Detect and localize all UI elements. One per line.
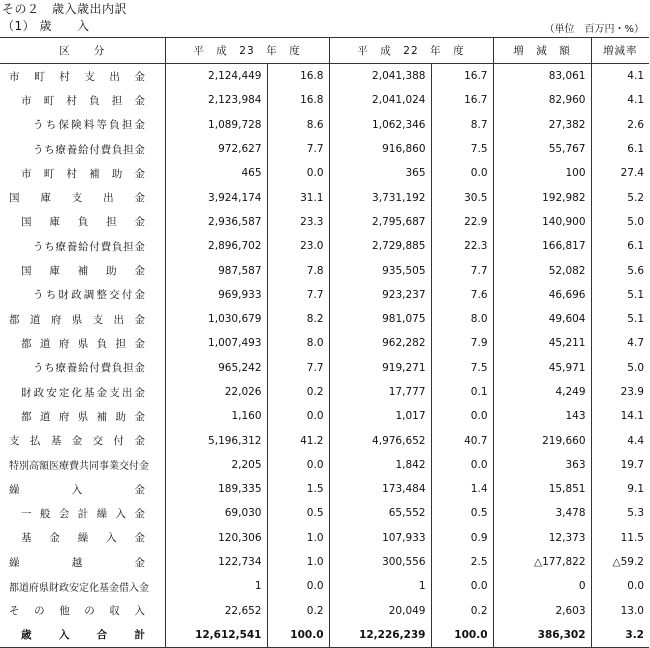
fy23-ratio: 0.0	[267, 453, 329, 477]
change-rate: 9.1	[627, 483, 644, 496]
table-row	[0, 137, 649, 161]
row-label-text: そ の 他 の 収 入	[9, 605, 145, 618]
row-label-text: 国 庫 負 担 金	[21, 216, 145, 229]
fy23-amount: 120,306	[165, 526, 267, 550]
table-row	[0, 185, 649, 209]
fy22-ratio: 8.7	[431, 113, 493, 137]
fy23-amount: 2,896,702	[165, 234, 267, 258]
document-heading: その２ 歳入歳出内訳	[2, 2, 128, 16]
row-label-text: う ち 療 養 給 付 費 負 担 金	[33, 362, 145, 375]
row-label-text: 市 町 村 支 出 金	[9, 70, 145, 83]
row-label-text: う ち 療 養 給 付 費 負 担 金	[33, 143, 145, 156]
fy22-amount: 1,017	[329, 404, 431, 428]
row-label-text: 都道府県財政安定化基金借入金	[9, 582, 149, 594]
fy23-amount: 1,089,728	[165, 113, 267, 137]
fy23-amount: 12,612,541	[165, 623, 267, 648]
fy22-amount: 1	[329, 574, 431, 598]
fy22-ratio: 0.0	[431, 574, 493, 598]
change-rate: 11.5	[620, 531, 644, 544]
row-label-text: 市 町 村 補 助 金	[21, 167, 145, 180]
fy22-ratio: 16.7	[431, 88, 493, 112]
change-amount: 386,302	[493, 623, 591, 648]
fy23-ratio: 7.7	[267, 356, 329, 380]
row-label-text: 都 道 府 県 支 出 金	[9, 313, 145, 326]
header-fy23: 平 成 23 年 度	[165, 38, 329, 64]
fy22-amount: 916,860	[329, 137, 431, 161]
change-rate: 5.1	[627, 288, 644, 301]
row-label	[0, 161, 165, 185]
fy22-amount: 919,271	[329, 356, 431, 380]
change-rate: 3.2	[591, 623, 649, 648]
change-amount: 143	[493, 404, 591, 428]
fy22-amount: 2,041,388	[329, 64, 431, 89]
row-label-text: う ち 療 養 給 付 費 負 担 金	[33, 240, 145, 253]
fy23-amount: 1	[165, 574, 267, 598]
fy22-amount: 12,226,239	[329, 623, 431, 648]
change-amount: 3,478	[493, 501, 591, 525]
change-amount: 4,249	[493, 380, 591, 404]
table-row	[0, 599, 649, 623]
row-label	[0, 64, 165, 89]
change-amount: 363	[493, 453, 591, 477]
fy23-ratio: 8.6	[267, 113, 329, 137]
table-row	[0, 404, 649, 428]
fy22-ratio: 7.9	[431, 331, 493, 355]
fy22-ratio: 0.9	[431, 526, 493, 550]
fy22-ratio: 8.0	[431, 307, 493, 331]
fy23-ratio: 1.0	[267, 550, 329, 574]
row-label	[0, 477, 165, 501]
fy23-ratio: 0.2	[267, 380, 329, 404]
fy23-amount: 2,123,984	[165, 88, 267, 112]
row-label-text: 歳 入 合 計	[21, 629, 145, 642]
fy23-amount: 5,196,312	[165, 428, 267, 452]
fy22-amount: 173,484	[329, 477, 431, 501]
fy23-ratio: 100.0	[267, 623, 329, 648]
change-rate: 5.0	[627, 215, 644, 228]
fy23-amount: 2,124,449	[165, 64, 267, 89]
fy22-ratio: 30.5	[431, 185, 493, 209]
row-label-text: 財 政 安 定 化 基 金 支 出 金	[21, 386, 145, 399]
change-amount: 49,604	[493, 307, 591, 331]
fy22-amount: 981,075	[329, 307, 431, 331]
fy23-ratio: 0.0	[267, 404, 329, 428]
fy22-ratio: 40.7	[431, 428, 493, 452]
fy23-amount: 22,652	[165, 599, 267, 623]
table-body	[0, 64, 649, 648]
table-row	[0, 526, 649, 550]
fy22-amount: 17,777	[329, 380, 431, 404]
header-rate: 増減率	[591, 38, 649, 64]
row-label-text: 繰 入 金	[9, 483, 145, 496]
table-row	[0, 574, 649, 598]
fy22-amount: 2,729,885	[329, 234, 431, 258]
row-label-text: う ち 保 険 料 等 負 担 金	[33, 119, 145, 132]
change-rate: 4.1	[627, 70, 644, 83]
unit-note: （単位 百万円・%）	[544, 24, 644, 35]
fy23-amount: 2,205	[165, 453, 267, 477]
fy23-ratio: 0.2	[267, 599, 329, 623]
fy23-ratio: 1.5	[267, 477, 329, 501]
section-number: （1）	[2, 19, 36, 33]
row-label	[0, 331, 165, 355]
table-row	[0, 501, 649, 525]
fy23-ratio: 7.8	[267, 258, 329, 282]
change-amount: 52,082	[493, 258, 591, 282]
table-row	[0, 64, 649, 89]
change-rate: 5.3	[627, 507, 644, 520]
fy22-amount: 65,552	[329, 501, 431, 525]
fy23-ratio: 0.5	[267, 501, 329, 525]
change-rate: 13.0	[620, 604, 644, 617]
row-label	[0, 234, 165, 258]
fy23-amount: 1,007,493	[165, 331, 267, 355]
fy22-ratio: 0.5	[431, 501, 493, 525]
table-row	[0, 477, 649, 501]
fy22-amount: 935,505	[329, 258, 431, 282]
change-amount: 12,373	[493, 526, 591, 550]
table-row	[0, 331, 649, 355]
change-amount: 46,696	[493, 283, 591, 307]
row-label	[0, 623, 165, 648]
fy22-amount: 1,062,346	[329, 113, 431, 137]
row-label	[0, 380, 165, 404]
row-label	[0, 550, 165, 574]
fy23-ratio: 16.8	[267, 64, 329, 89]
fy23-amount: 189,335	[165, 477, 267, 501]
table-row	[0, 380, 649, 404]
fy22-ratio: 7.6	[431, 283, 493, 307]
fy22-amount: 365	[329, 161, 431, 185]
section-heading	[2, 17, 89, 34]
row-label	[0, 404, 165, 428]
fy22-ratio: 0.0	[431, 161, 493, 185]
change-rate: 5.6	[627, 264, 644, 277]
header-category: 区 分	[0, 38, 165, 64]
change-rate: 14.1	[620, 410, 644, 423]
fy22-ratio: 0.1	[431, 380, 493, 404]
fy22-ratio: 0.0	[431, 404, 493, 428]
table-row	[0, 356, 649, 380]
fy22-amount: 300,556	[329, 550, 431, 574]
change-amount: 45,971	[493, 356, 591, 380]
change-amount: 100	[493, 161, 591, 185]
row-label	[0, 185, 165, 209]
row-label	[0, 526, 165, 550]
fy23-amount: 3,924,174	[165, 185, 267, 209]
table-row	[0, 623, 649, 648]
table-row	[0, 550, 649, 574]
fy23-amount: 1,160	[165, 404, 267, 428]
table-row	[0, 283, 649, 307]
row-label-text: 都 道 府 県 補 助 金	[21, 410, 145, 423]
change-amount: 219,660	[493, 428, 591, 452]
table-row	[0, 234, 649, 258]
fy22-ratio: 0.0	[431, 453, 493, 477]
change-rate: 5.1	[627, 313, 644, 326]
row-label-text: 市 町 村 負 担 金	[21, 94, 145, 107]
change-rate: 6.1	[627, 240, 644, 253]
row-label	[0, 113, 165, 137]
fy23-amount: 969,933	[165, 283, 267, 307]
fy22-ratio: 7.5	[431, 356, 493, 380]
fy22-amount: 962,282	[329, 331, 431, 355]
fy23-ratio: 16.8	[267, 88, 329, 112]
change-rate: 4.4	[627, 434, 644, 447]
row-label	[0, 356, 165, 380]
header-change: 増 減 額	[493, 38, 591, 64]
change-rate: 4.1	[627, 94, 644, 107]
row-label-text: 一 般 会 計 繰 入 金	[21, 507, 145, 520]
change-rate: 27.4	[620, 167, 644, 180]
row-label	[0, 428, 165, 452]
table-row	[0, 307, 649, 331]
change-amount: 83,061	[493, 64, 591, 89]
fy22-amount: 20,049	[329, 599, 431, 623]
fy23-amount: 2,936,587	[165, 210, 267, 234]
row-label	[0, 574, 165, 598]
table-row	[0, 210, 649, 234]
change-amount: 166,817	[493, 234, 591, 258]
fy23-ratio: 31.1	[267, 185, 329, 209]
fy22-amount: 1,842	[329, 453, 431, 477]
fy22-ratio: 16.7	[431, 64, 493, 89]
row-label-text: 国 庫 支 出 金	[9, 192, 145, 205]
fy22-ratio: 7.5	[431, 137, 493, 161]
change-rate: 19.7	[620, 458, 644, 471]
row-label	[0, 88, 165, 112]
row-label	[0, 599, 165, 623]
fy23-ratio: 23.3	[267, 210, 329, 234]
table-row	[0, 258, 649, 282]
table-row	[0, 88, 649, 112]
table-header-row	[0, 38, 649, 64]
fy22-amount: 923,237	[329, 283, 431, 307]
fy23-ratio: 0.0	[267, 161, 329, 185]
fy23-amount: 22,026	[165, 380, 267, 404]
fy22-ratio: 22.9	[431, 210, 493, 234]
change-rate: 23.9	[620, 386, 644, 398]
fy23-amount: 122,734	[165, 550, 267, 574]
fy23-ratio: 0.0	[267, 574, 329, 598]
change-amount: 0	[493, 574, 591, 598]
fy22-amount: 2,795,687	[329, 210, 431, 234]
fy23-amount: 1,030,679	[165, 307, 267, 331]
row-label	[0, 258, 165, 282]
row-label-text: う ち 財 政 調 整 交 付 金	[33, 289, 145, 302]
table-row	[0, 428, 649, 452]
fy22-amount: 4,976,652	[329, 428, 431, 452]
row-label-text: 都 道 府 県 負 担 金	[21, 337, 145, 350]
change-amount: 55,767	[493, 137, 591, 161]
change-rate: 5.2	[627, 191, 644, 204]
fy22-amount: 2,041,024	[329, 88, 431, 112]
change-rate: △59.2	[612, 556, 644, 569]
table-row	[0, 161, 649, 185]
row-label-text: 特別高額医療費共同事業交付金	[9, 461, 149, 473]
change-amount: 15,851	[493, 477, 591, 501]
row-label	[0, 501, 165, 525]
fy22-ratio: 1.4	[431, 477, 493, 501]
fy23-amount: 972,627	[165, 137, 267, 161]
change-rate: 2.6	[627, 118, 644, 131]
fy23-ratio: 23.0	[267, 234, 329, 258]
row-label-text: 支 払 基 金 交 付 金	[9, 435, 145, 448]
fy23-amount: 965,242	[165, 356, 267, 380]
row-label	[0, 283, 165, 307]
fy23-ratio: 8.2	[267, 307, 329, 331]
fy23-amount: 69,030	[165, 501, 267, 525]
change-rate: 4.7	[627, 337, 644, 350]
change-amount: △177,822	[493, 550, 591, 574]
table-row	[0, 453, 649, 477]
fy22-ratio: 2.5	[431, 550, 493, 574]
fy22-amount: 3,731,192	[329, 185, 431, 209]
header-fy22: 平 成 22 年 度	[329, 38, 493, 64]
change-amount: 2,603	[493, 599, 591, 623]
fy23-ratio: 7.7	[267, 283, 329, 307]
change-rate: 0.0	[627, 580, 644, 593]
row-label	[0, 307, 165, 331]
fy23-amount: 465	[165, 161, 267, 185]
change-amount: 192,982	[493, 185, 591, 209]
revenue-table	[0, 37, 649, 648]
change-rate: 5.0	[627, 361, 644, 374]
change-amount: 140,900	[493, 210, 591, 234]
fy22-ratio: 7.7	[431, 258, 493, 282]
section-title: 歳 入	[39, 19, 90, 33]
row-label	[0, 137, 165, 161]
fy22-ratio: 100.0	[431, 623, 493, 648]
change-amount: 45,211	[493, 331, 591, 355]
fy23-ratio: 7.7	[267, 137, 329, 161]
fy23-ratio: 1.0	[267, 526, 329, 550]
row-label-text: 国 庫 補 助 金	[21, 265, 145, 278]
fy22-ratio: 22.3	[431, 234, 493, 258]
fy23-ratio: 41.2	[267, 428, 329, 452]
fy23-ratio: 8.0	[267, 331, 329, 355]
table-row	[0, 113, 649, 137]
fy23-amount: 987,587	[165, 258, 267, 282]
row-label	[0, 453, 165, 477]
fy22-ratio: 0.2	[431, 599, 493, 623]
row-label	[0, 210, 165, 234]
change-rate: 6.1	[627, 143, 644, 156]
fy22-amount: 107,933	[329, 526, 431, 550]
row-label-text: 繰 越 金	[9, 556, 145, 569]
row-label-text: 基 金 繰 入 金	[21, 532, 145, 545]
change-amount: 27,382	[493, 113, 591, 137]
change-amount: 82,960	[493, 88, 591, 112]
